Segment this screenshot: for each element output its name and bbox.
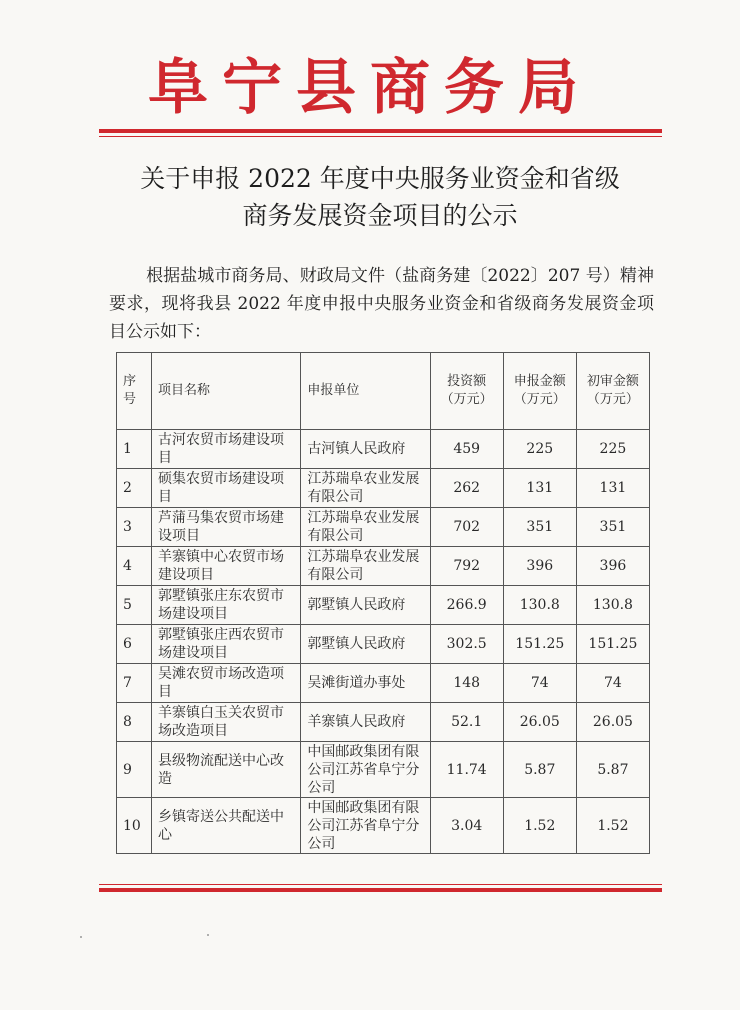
footer-rule-thick bbox=[99, 888, 662, 892]
cell-name: 郭墅镇张庄东农贸市场建设项目 bbox=[151, 586, 300, 625]
cell-invest: 459 bbox=[430, 430, 503, 469]
cell-apply: 396 bbox=[503, 547, 576, 586]
cell-no: 6 bbox=[117, 625, 152, 664]
header-no: 序号 bbox=[117, 353, 152, 430]
cell-review: 225 bbox=[576, 430, 649, 469]
cell-invest: 262 bbox=[430, 469, 503, 508]
cell-invest: 792 bbox=[430, 547, 503, 586]
cell-name: 硕集农贸市场建设项目 bbox=[151, 469, 300, 508]
cell-apply: 225 bbox=[503, 430, 576, 469]
letterhead-rule-thick bbox=[99, 129, 662, 133]
table-row bbox=[117, 625, 650, 664]
cell-name: 羊寨镇中心农贸市场建设项目 bbox=[151, 547, 300, 586]
cell-no: 2 bbox=[117, 469, 152, 508]
document-title-line-2: 商务发展资金项目的公示 bbox=[242, 201, 518, 230]
cell-name: 县级物流配送中心改造 bbox=[151, 742, 300, 798]
cell-name: 吴滩农贸市场改造项目 bbox=[151, 664, 300, 703]
header-unit: 申报单位 bbox=[301, 353, 430, 430]
cell-name: 芦蒲马集农贸市场建设项目 bbox=[151, 508, 300, 547]
header-apply: 申报金额（万元） bbox=[503, 353, 576, 430]
cell-apply: 1.52 bbox=[503, 798, 576, 854]
cell-review: 351 bbox=[576, 508, 649, 547]
table-row bbox=[117, 430, 650, 469]
cell-no: 3 bbox=[117, 508, 152, 547]
cell-apply: 130.8 bbox=[503, 586, 576, 625]
table-row bbox=[117, 586, 650, 625]
cell-name: 古河农贸市场建设项目 bbox=[151, 430, 300, 469]
cell-apply: 351 bbox=[503, 508, 576, 547]
cell-review: 5.87 bbox=[576, 742, 649, 798]
cell-review: 1.52 bbox=[576, 798, 649, 854]
intro-text: 根据盐城市商务局、财政局文件（盐商务建〔2022〕207 号）精神要求，现将我县 2022 年度申报中央服务业资金和省级商务发展资金项目公示如下： bbox=[109, 266, 654, 342]
cell-name: 羊寨镇白玉关农贸市场改造项目 bbox=[151, 703, 300, 742]
table-header-row bbox=[117, 353, 650, 430]
cell-invest: 148 bbox=[430, 664, 503, 703]
cell-unit: 郭墅镇人民政府 bbox=[301, 625, 430, 664]
table-row bbox=[117, 664, 650, 703]
table-row bbox=[117, 798, 650, 854]
cell-review: 26.05 bbox=[576, 703, 649, 742]
cell-unit: 江苏瑞阜农业发展有限公司 bbox=[301, 508, 430, 547]
cell-apply: 26.05 bbox=[503, 703, 576, 742]
table-row bbox=[117, 703, 650, 742]
cell-unit: 古河镇人民政府 bbox=[301, 430, 430, 469]
project-table bbox=[116, 352, 650, 854]
cell-unit: 吴滩街道办事处 bbox=[301, 664, 430, 703]
letterhead-rule-thin bbox=[99, 136, 662, 137]
header-name: 项目名称 bbox=[151, 353, 300, 430]
cell-unit: 郭墅镇人民政府 bbox=[301, 586, 430, 625]
cell-unit: 江苏瑞阜农业发展有限公司 bbox=[301, 469, 430, 508]
cell-unit: 羊寨镇人民政府 bbox=[301, 703, 430, 742]
cell-invest: 52.1 bbox=[430, 703, 503, 742]
cell-name: 乡镇寄送公共配送中心 bbox=[151, 798, 300, 854]
cell-invest: 302.5 bbox=[430, 625, 503, 664]
cell-no: 4 bbox=[117, 547, 152, 586]
header-invest: 投资额（万元） bbox=[430, 353, 503, 430]
cell-review: 130.8 bbox=[576, 586, 649, 625]
cell-no: 10 bbox=[117, 798, 152, 854]
cell-unit: 江苏瑞阜农业发展有限公司 bbox=[301, 547, 430, 586]
cell-invest: 11.74 bbox=[430, 742, 503, 798]
footer-rule-thin bbox=[99, 884, 662, 885]
intro-paragraph bbox=[109, 262, 654, 346]
cell-no: 9 bbox=[117, 742, 152, 798]
document-title bbox=[100, 160, 660, 234]
cell-review: 396 bbox=[576, 547, 649, 586]
cell-no: 1 bbox=[117, 430, 152, 469]
cell-no: 8 bbox=[117, 703, 152, 742]
document-title-line-1: 关于申报 2022 年度中央服务业资金和省级 bbox=[140, 164, 620, 193]
letterhead-title: 阜宁县商务局 bbox=[148, 53, 592, 123]
cell-invest: 702 bbox=[430, 508, 503, 547]
cell-name: 郭墅镇张庄西农贸市场建设项目 bbox=[151, 625, 300, 664]
cell-unit: 中国邮政集团有限公司江苏省阜宁分公司 bbox=[301, 798, 430, 854]
cell-review: 74 bbox=[576, 664, 649, 703]
scan-speck bbox=[207, 934, 209, 936]
cell-invest: 266.9 bbox=[430, 586, 503, 625]
cell-review: 151.25 bbox=[576, 625, 649, 664]
cell-apply: 131 bbox=[503, 469, 576, 508]
header-review: 初审金额（万元） bbox=[576, 353, 649, 430]
table-row bbox=[117, 742, 650, 798]
table-row bbox=[117, 469, 650, 508]
cell-apply: 74 bbox=[503, 664, 576, 703]
cell-apply: 5.87 bbox=[503, 742, 576, 798]
table-row bbox=[117, 508, 650, 547]
cell-invest: 3.04 bbox=[430, 798, 503, 854]
cell-apply: 151.25 bbox=[503, 625, 576, 664]
scan-speck bbox=[80, 936, 82, 938]
table-row bbox=[117, 547, 650, 586]
cell-no: 5 bbox=[117, 586, 152, 625]
cell-review: 131 bbox=[576, 469, 649, 508]
cell-no: 7 bbox=[117, 664, 152, 703]
cell-unit: 中国邮政集团有限公司江苏省阜宁分公司 bbox=[301, 742, 430, 798]
